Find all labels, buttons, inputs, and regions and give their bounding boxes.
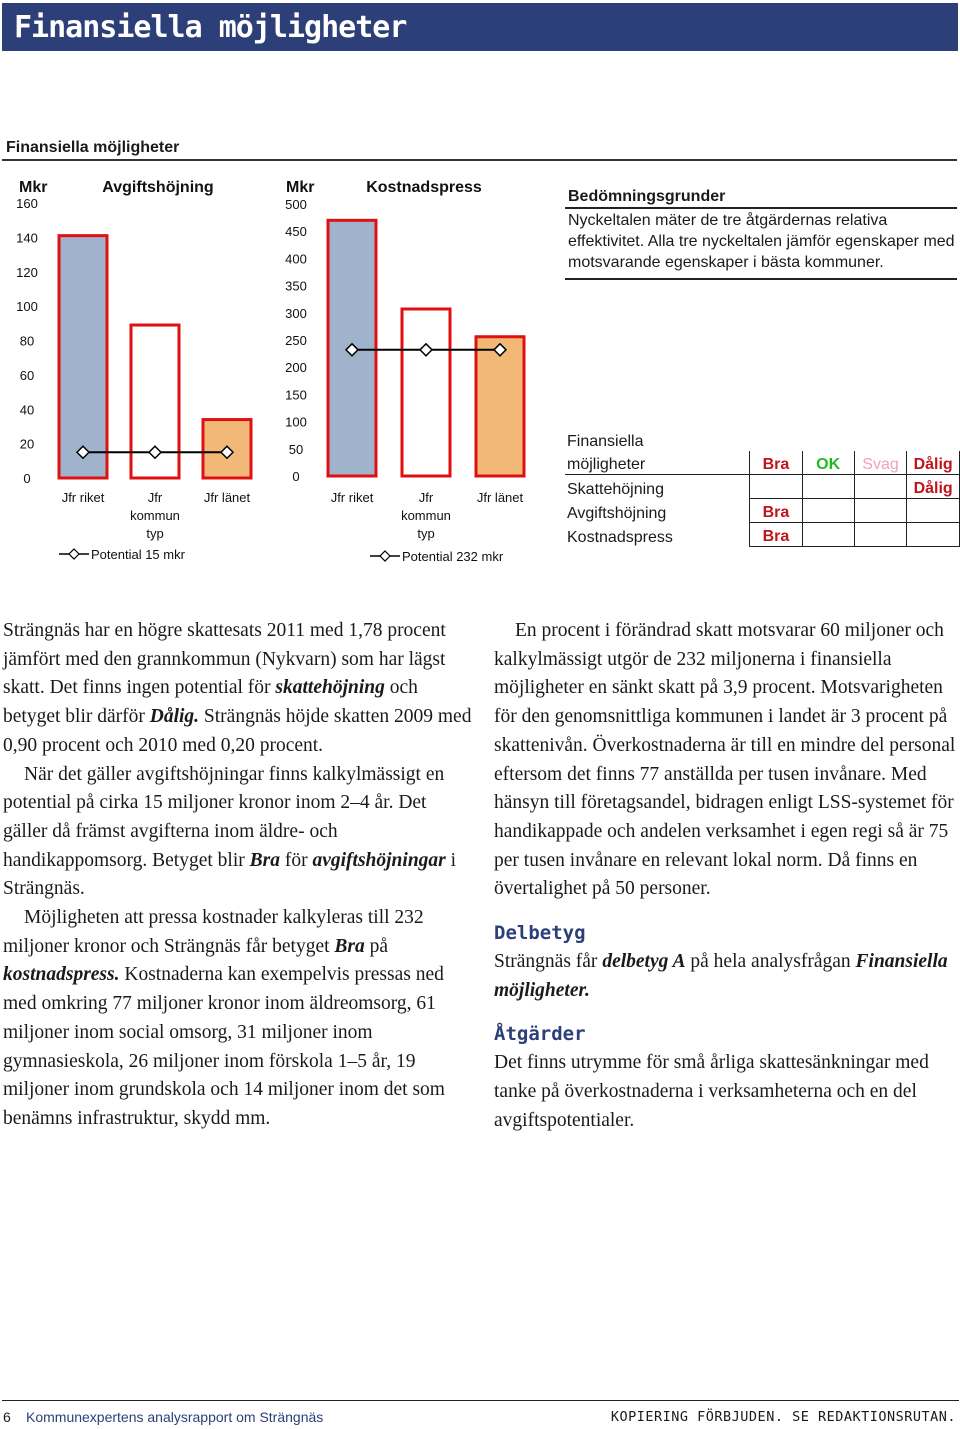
bar-1 [59,236,107,478]
grade-table-header-1: Finansiella [567,433,644,450]
left-text-column [3,617,473,1134]
y-tick-label: 250 [285,333,307,348]
x-category-label: Jfr länet [203,490,251,505]
heading-atgarder: Åtgärder [494,1023,586,1046]
bar-3 [476,337,524,476]
paragraph-avgiftshojning: När det gäller avgiftshöjningar finns kalkylmässigt en potential på cirka 15 miljoner kronor inom 2–4 år. Det gäller då främst avgifterna inom äldre- och handikappomsorg. Betyget blir Bra för avgiftshöjningar i Strängnäs. [3,763,457,900]
grade-table-title-row [565,428,960,451]
grade-cell [854,475,907,499]
page-title-bar [2,3,958,51]
grade-cell: Dålig [907,475,960,499]
chart-title: Avgiftshöjning [102,179,214,196]
heading-delbetyg: Delbetyg [494,922,586,945]
section-divider [2,159,957,161]
grade-row-kostnadspress [565,523,960,547]
x-category-label: kommun [401,508,451,523]
grade-row-label: Avgiftshöjning [567,504,667,522]
chart-avgiftshojning [0,170,280,570]
grade-row-skattehojning [565,475,960,499]
x-category-label: Jfr riket [330,490,374,505]
bar-2 [402,309,450,476]
chart-kostnadspress [270,170,560,570]
page-title: Finansiella möjligheter [14,10,407,45]
y-tick-label: 40 [19,402,35,418]
x-category-label: Jfr [147,490,163,505]
paragraph-atgarder: Det finns utrymme för små årliga skattesänkningar med tanke på överkostnaderna i verksamheterna och en del avgiftspotentialer. [494,1052,929,1131]
footer-divider [2,1400,959,1401]
y-tick-label: 0 [23,471,31,486]
grade-col-ok: OK [802,451,854,475]
y-tick-label: 140 [16,230,38,246]
grade-cell: Bra [750,499,802,523]
grade-cell [802,499,854,523]
page-number: 6 [3,1409,11,1425]
y-tick-label: 150 [285,387,307,403]
footer-copyright: KOPIERING FÖRBJUDEN. SE REDAKTIONSRUTAN. [610,1409,956,1425]
y-tick-label: 100 [16,299,38,315]
y-tick-label: 80 [19,333,35,349]
y-tick-label: 400 [285,251,307,267]
legend-marker-swatch [380,551,390,561]
y-axis-label: Mkr [286,179,315,196]
grade-cell: Bra [750,523,802,547]
x-category-label: Jfr [418,490,434,505]
grade-row-label: Kostnadspress [567,528,673,546]
y-tick-label: 500 [285,197,307,212]
section-title: Finansiella möjligheter [6,139,180,156]
y-tick-label: 100 [285,414,307,430]
y-tick-label: 0 [292,469,300,484]
grade-cell [854,523,907,547]
bedomning-divider-bottom [565,278,957,280]
y-tick-label: 200 [285,360,307,376]
y-tick-label: 60 [19,367,35,383]
legend-marker-swatch [69,549,79,559]
grade-table [565,428,960,547]
y-axis-label: Mkr [19,179,48,196]
y-tick-label: 160 [16,196,38,211]
paragraph-delbetyg: Strängnäs får delbetyg A på hela analysfrågan Finansiella möjligheter. [494,951,948,1001]
x-category-label: kommun [130,508,180,523]
grade-cell [907,499,960,523]
y-tick-label: 450 [285,224,307,240]
grade-cell [854,499,907,523]
grade-cell [750,475,802,499]
bedomning-text: Nyckeltalen mäter de tre åtgärdernas relativa effektivitet. Alla tre nyckeltalen jämför egenskaper med motsvarande egenskaper i bästa kommuner. [568,212,955,271]
grade-cell [907,523,960,547]
paragraph-kostnadspress: Möjligheten att pressa kostnader kalkyleras till 232 miljoner kronor och Strängnäs får betyget Bra på kostnadspress. Kostnaderna kan exempelvis pressas ned med omkring 77 miljoner kronor inom äldreomsorg, 61 miljoner inom social omsorg, 31 miljoner inom gymnasieskola, 26 miljoner inom förskola 1–5 år, 19 miljoner inom grundskola och 14 miljoner inom det som benämns infrastruktur, skydd mm. [3,907,445,1129]
y-tick-label: 120 [16,264,38,280]
grade-col-bra: Bra [750,451,802,475]
y-tick-label: 50 [288,441,304,457]
legend-label: Potential 15 mkr [91,547,185,562]
x-category-label: typ [417,526,435,541]
grade-table-header-2: möjligheter [565,451,750,475]
legend-label: Potential 232 mkr [402,549,504,564]
y-tick-label: 350 [285,278,307,294]
grade-cell [802,475,854,499]
paragraph-skattehojning: Strängnäs har en högre skattesats 2011 med 1,78 procent jämfört med den grannkommun (Nykvarn) som har lägst skatt. Det finns ingen potential för skattehöjning och betyget blir därför Dålig. Strängnäs höjde skatten 2009 med 0,90 procent och 2010 med 0,20 procent. [3,620,472,756]
grade-table-header-row [565,451,960,475]
bedomning-divider-top [565,207,957,209]
y-tick-label: 300 [285,305,307,321]
bedomning-title: Bedömningsgrunder [568,188,726,205]
grade-cell [802,523,854,547]
x-category-label: Jfr riket [61,490,105,505]
y-tick-label: 20 [19,436,35,452]
grade-row-avgiftshojning [565,499,960,523]
chart-title: Kostnadspress [366,179,482,196]
grade-row-label: Skattehöjning [567,480,664,498]
x-category-label: Jfr länet [476,490,524,505]
x-category-label: typ [146,526,164,541]
grade-col-svag: Svag [854,451,907,475]
right-text-column [494,617,956,1136]
footer-report-title: Kommunexpertens analysrapport om Strängnäs [26,1409,324,1425]
paragraph-skatt: En procent i förändrad skatt motsvarar 60 miljoner och kalkylmässigt utgör de 232 miljonerna i finansiella möjligheter en sänkt skatt på 3,9 procent. Motsvarigheten för den genomsnittliga kommunen i landet är 3 procent på skattenivån. Överkostnaderna är till en mindre del personal eftersom det finns 77 anställda per tusen invånare. Med hänsyn till företagsandel, bidragen enligt LSS-systemet för handikappade och andelen verksamhet i egen regi så är 75 per tusen invånare en relevant lokal norm. Då finns en övertalighet på 50 personer. [494,620,956,900]
grade-col-dalig: Dålig [907,451,960,475]
